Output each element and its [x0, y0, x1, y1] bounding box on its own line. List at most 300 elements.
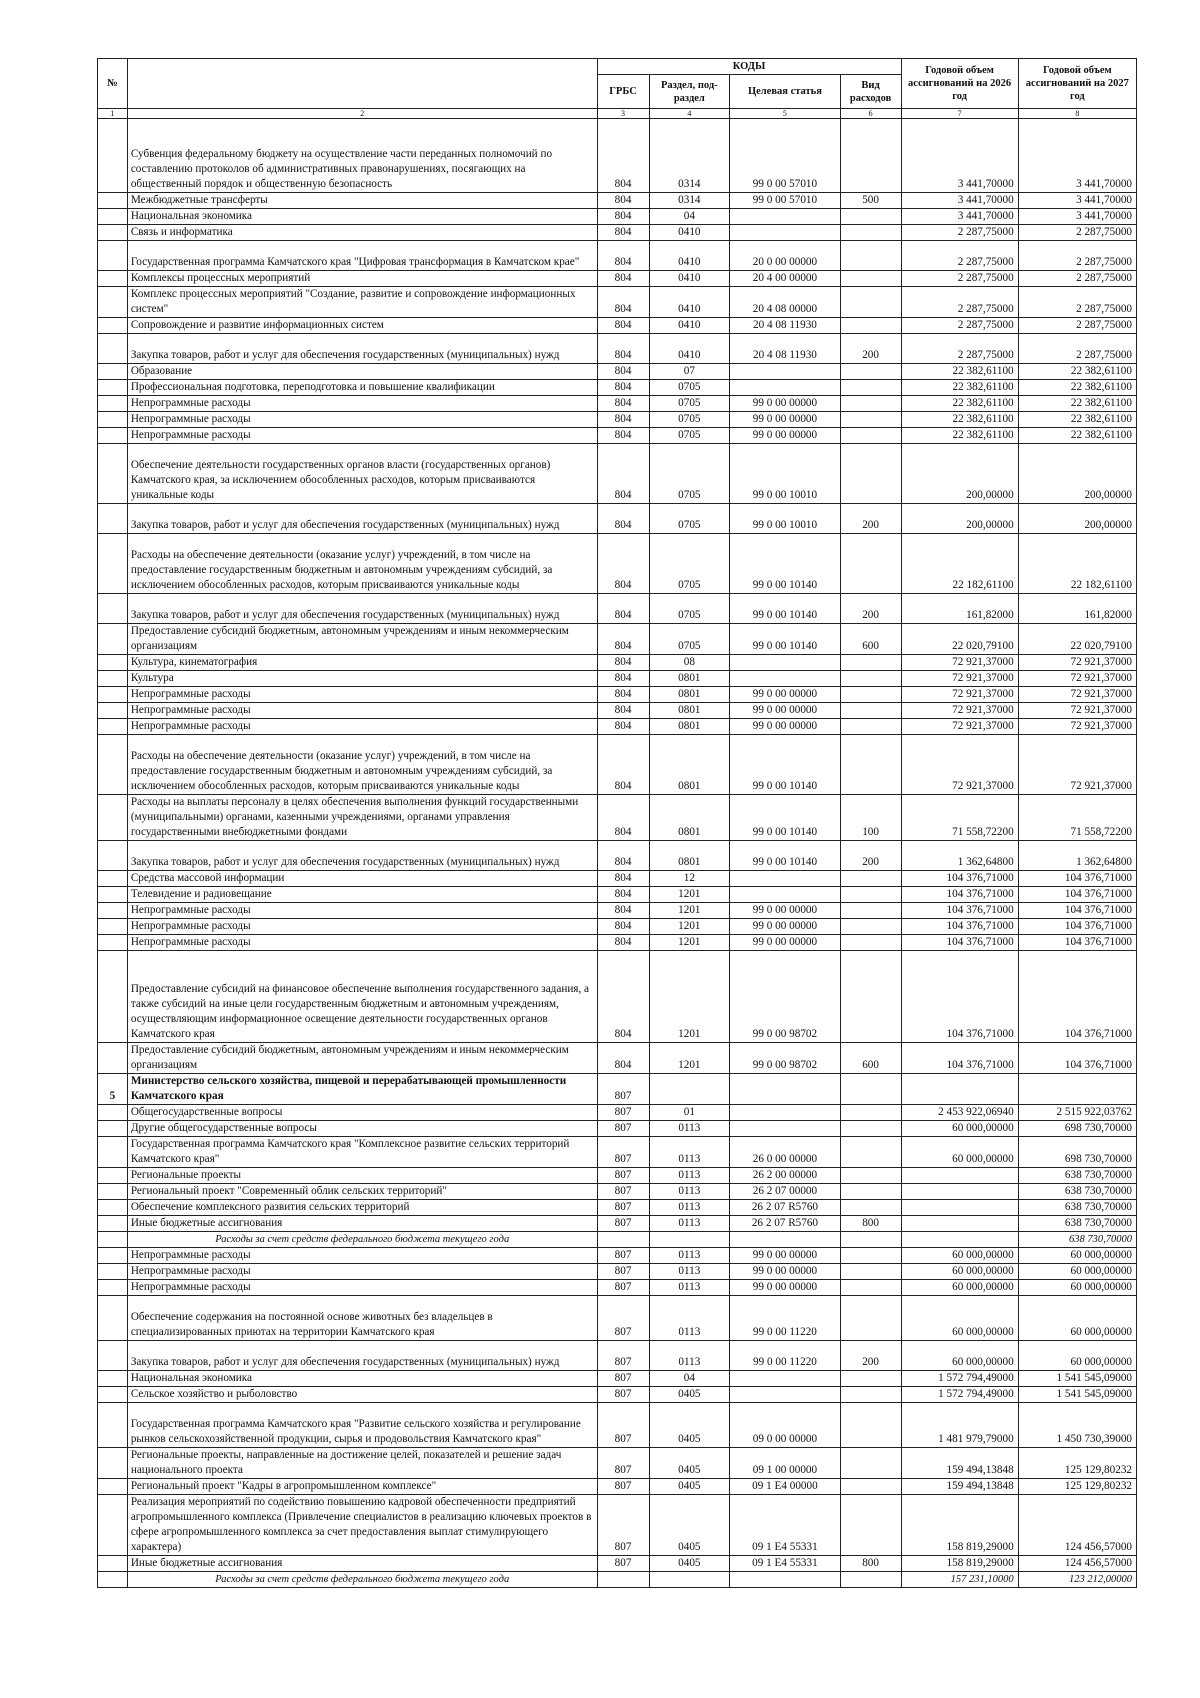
row-number: [98, 241, 128, 271]
row-grbs: 807: [597, 1264, 649, 1280]
row-number: [98, 334, 128, 364]
row-grbs: 804: [597, 719, 649, 735]
table-row: [98, 1371, 1137, 1387]
row-grbs: 804: [597, 119, 649, 193]
table-row: [98, 225, 1137, 241]
row-grbs: 807: [597, 1105, 649, 1121]
row-target: 99 0 00 98702: [730, 1043, 841, 1074]
row-exptype: [840, 1479, 901, 1495]
table-row: [98, 193, 1137, 209]
table-row: [98, 444, 1137, 504]
row-grbs: [597, 1232, 649, 1248]
row-number: [98, 225, 128, 241]
row-number: [98, 396, 128, 412]
row-exptype: [840, 1248, 901, 1264]
row-grbs: 807: [597, 1184, 649, 1200]
row-amount-2027: 60 000,00000: [1018, 1280, 1136, 1296]
table-row: [98, 1121, 1137, 1137]
row-exptype: [840, 287, 901, 318]
row-target: 99 0 00 00000: [730, 412, 841, 428]
row-exptype: [840, 1074, 901, 1105]
row-section: 0113: [649, 1121, 730, 1137]
row-exptype: [840, 1296, 901, 1341]
header-exptype: Вид расходов: [840, 75, 901, 109]
row-target: 09 1 E4 00000: [730, 1479, 841, 1495]
row-amount-2026: 60 000,00000: [901, 1296, 1018, 1341]
row-name: Иные бюджетные ассигнования: [127, 1216, 597, 1232]
row-number: [98, 1572, 128, 1588]
row-amount-2026: 200,00000: [901, 444, 1018, 504]
table-row: [98, 951, 1137, 1043]
row-number: [98, 504, 128, 534]
row-target: 20 4 08 00000: [730, 287, 841, 318]
row-grbs: 804: [597, 193, 649, 209]
table-row: [98, 380, 1137, 396]
row-number: [98, 1371, 128, 1387]
row-amount-2027: 22 382,61100: [1018, 380, 1136, 396]
row-amount-2027: 72 921,37000: [1018, 719, 1136, 735]
row-name: Государственная программа Камчатского края "Развитие сельского хозяйства и регулирование рынков сельскохозяйственной продукции, сырья и продовольствия Камчатского края": [127, 1403, 597, 1448]
row-section: 1201: [649, 1043, 730, 1074]
row-number: [98, 444, 128, 504]
row-number: [98, 193, 128, 209]
table-row: [98, 594, 1137, 624]
row-amount-2026: 72 921,37000: [901, 687, 1018, 703]
row-amount-2027: 200,00000: [1018, 444, 1136, 504]
row-name: Государственная программа Камчатского края "Цифровая трансформация в Камчатском крае": [127, 241, 597, 271]
row-exptype: 200: [840, 1341, 901, 1371]
row-target: 99 0 00 00000: [730, 428, 841, 444]
row-section: 0113: [649, 1168, 730, 1184]
row-grbs: 804: [597, 412, 649, 428]
row-exptype: [840, 903, 901, 919]
header-codes: КОДЫ: [597, 59, 901, 75]
row-amount-2027: 200,00000: [1018, 504, 1136, 534]
row-exptype: [840, 1371, 901, 1387]
row-section: 0410: [649, 318, 730, 334]
budget-table-page: [97, 58, 1137, 1588]
row-number: [98, 1264, 128, 1280]
row-number: [98, 935, 128, 951]
row-amount-2026: 159 494,13848: [901, 1479, 1018, 1495]
row-section: 0405: [649, 1448, 730, 1479]
row-number: [98, 671, 128, 687]
row-name: Закупка товаров, работ и услуг для обеспечения государственных (муниципальных) нужд: [127, 594, 597, 624]
row-exptype: [840, 241, 901, 271]
row-grbs: 804: [597, 624, 649, 655]
row-name: Обеспечение комплексного развития сельских территорий: [127, 1200, 597, 1216]
row-grbs: 804: [597, 364, 649, 380]
row-grbs: 804: [597, 428, 649, 444]
row-target: 99 0 00 10140: [730, 735, 841, 795]
colnum: 7: [901, 109, 1018, 119]
row-amount-2026: 22 382,61100: [901, 412, 1018, 428]
row-section: 0801: [649, 735, 730, 795]
row-amount-2026: [901, 1168, 1018, 1184]
row-exptype: [840, 935, 901, 951]
table-row: [98, 1200, 1137, 1216]
row-amount-2026: 2 453 922,06940: [901, 1105, 1018, 1121]
row-target: 26 2 07 R5760: [730, 1200, 841, 1216]
row-amount-2026: 2 287,75000: [901, 318, 1018, 334]
row-grbs: 804: [597, 935, 649, 951]
row-name: Закупка товаров, работ и услуг для обеспечения государственных (муниципальных) нужд: [127, 334, 597, 364]
row-exptype: [840, 271, 901, 287]
row-exptype: [840, 671, 901, 687]
header-2026: Годовой объем ассигнований на 2026 год: [901, 59, 1018, 109]
row-amount-2027: 104 376,71000: [1018, 935, 1136, 951]
row-target: [730, 1121, 841, 1137]
row-number: [98, 1403, 128, 1448]
row-section: 0113: [649, 1248, 730, 1264]
row-amount-2026: 2 287,75000: [901, 287, 1018, 318]
table-row: [98, 795, 1137, 841]
row-amount-2027: 22 182,61100: [1018, 534, 1136, 594]
row-section: 0405: [649, 1495, 730, 1556]
row-grbs: 804: [597, 594, 649, 624]
row-amount-2026: 159 494,13848: [901, 1448, 1018, 1479]
row-target: [730, 1387, 841, 1403]
row-target: 20 4 08 11930: [730, 318, 841, 334]
row-name: Непрограммные расходы: [127, 687, 597, 703]
row-target: [730, 871, 841, 887]
row-target: [730, 364, 841, 380]
table-row: [98, 735, 1137, 795]
row-amount-2026: [901, 1200, 1018, 1216]
table-row: [98, 1216, 1137, 1232]
row-section: 0705: [649, 412, 730, 428]
row-target: [730, 1105, 841, 1121]
row-target: [730, 1232, 841, 1248]
row-name: Непрограммные расходы: [127, 428, 597, 444]
row-section: 0410: [649, 271, 730, 287]
row-exptype: [840, 1280, 901, 1296]
row-number: [98, 271, 128, 287]
row-amount-2027: 2 287,75000: [1018, 225, 1136, 241]
row-name: Связь и информатика: [127, 225, 597, 241]
row-name: Расходы на обеспечение деятельности (оказание услуг) учреждений, в том числе на предоставление государственным бюджетным и автономным учреждениям субсидий, за исключением обособленных расходов, которым присваиваются уникальные коды: [127, 735, 597, 795]
row-section: 0705: [649, 444, 730, 504]
row-number: [98, 1296, 128, 1341]
table-row: [98, 1137, 1137, 1168]
row-section: 0113: [649, 1280, 730, 1296]
column-number-row: [98, 109, 1137, 119]
row-number: [98, 1232, 128, 1248]
row-amount-2027: 60 000,00000: [1018, 1341, 1136, 1371]
row-grbs: 807: [597, 1341, 649, 1371]
row-exptype: [840, 428, 901, 444]
row-number: [98, 1387, 128, 1403]
row-name: Непрограммные расходы: [127, 935, 597, 951]
row-target: 99 0 00 10140: [730, 841, 841, 871]
row-grbs: 807: [597, 1371, 649, 1387]
row-exptype: 600: [840, 1043, 901, 1074]
row-exptype: [840, 412, 901, 428]
row-amount-2027: 60 000,00000: [1018, 1248, 1136, 1264]
row-section: 0113: [649, 1296, 730, 1341]
row-name: Региональный проект "Современный облик сельских территорий": [127, 1184, 597, 1200]
colnum: 4: [649, 109, 730, 119]
row-number: [98, 1216, 128, 1232]
row-amount-2026: 3 441,70000: [901, 193, 1018, 209]
row-name: Непрограммные расходы: [127, 703, 597, 719]
row-number: [98, 887, 128, 903]
row-exptype: 200: [840, 504, 901, 534]
row-number: [98, 1043, 128, 1074]
row-section: 04: [649, 1371, 730, 1387]
row-grbs: 807: [597, 1296, 649, 1341]
row-target: [730, 887, 841, 903]
table-row: [98, 1168, 1137, 1184]
row-grbs: 804: [597, 735, 649, 795]
row-grbs: 804: [597, 396, 649, 412]
row-amount-2026: 200,00000: [901, 504, 1018, 534]
row-amount-2026: 104 376,71000: [901, 871, 1018, 887]
row-name: Культура, кинематография: [127, 655, 597, 671]
row-amount-2027: 3 441,70000: [1018, 209, 1136, 225]
row-name: Сопровождение и развитие информационных систем: [127, 318, 597, 334]
table-row: [98, 1495, 1137, 1556]
row-section: 0801: [649, 687, 730, 703]
header-section: Раздел, под-раздел: [649, 75, 730, 109]
row-section: [649, 1074, 730, 1105]
row-amount-2026: 2 287,75000: [901, 225, 1018, 241]
row-number: [98, 1248, 128, 1264]
table-row: [98, 624, 1137, 655]
row-section: 0405: [649, 1479, 730, 1495]
table-row: [98, 1248, 1137, 1264]
row-name: Закупка товаров, работ и услуг для обеспечения государственных (муниципальных) нужд: [127, 504, 597, 534]
row-target: 99 0 00 00000: [730, 687, 841, 703]
row-exptype: [840, 1168, 901, 1184]
row-section: [649, 1232, 730, 1248]
row-amount-2027: 1 362,64800: [1018, 841, 1136, 871]
row-name: Расходы на обеспечение деятельности (оказание услуг) учреждений, в том числе на предоставление государственным бюджетным и автономным учреждениям субсидий, за исключением обособленных расходов, которым присваиваются уникальные коды: [127, 534, 597, 594]
row-exptype: [840, 1121, 901, 1137]
table-row: [98, 671, 1137, 687]
row-grbs: 807: [597, 1387, 649, 1403]
table-row: [98, 887, 1137, 903]
row-section: 0801: [649, 719, 730, 735]
row-target: 99 0 00 00000: [730, 919, 841, 935]
table-row: [98, 1341, 1137, 1371]
table-row: [98, 209, 1137, 225]
row-exptype: 800: [840, 1556, 901, 1572]
row-amount-2026: 60 000,00000: [901, 1264, 1018, 1280]
row-grbs: 804: [597, 841, 649, 871]
row-exptype: [840, 1105, 901, 1121]
row-number: [98, 903, 128, 919]
row-section: 1201: [649, 887, 730, 903]
row-amount-2027: 2 515 922,03762: [1018, 1105, 1136, 1121]
row-section: 1201: [649, 903, 730, 919]
row-grbs: 807: [597, 1280, 649, 1296]
row-target: 26 0 00 00000: [730, 1137, 841, 1168]
row-number: [98, 1137, 128, 1168]
row-amount-2026: 104 376,71000: [901, 1043, 1018, 1074]
row-number: [98, 1184, 128, 1200]
row-section: 0410: [649, 225, 730, 241]
row-name: Комплексы процессных мероприятий: [127, 271, 597, 287]
row-target: 99 0 00 10140: [730, 594, 841, 624]
row-target: 99 0 00 10140: [730, 795, 841, 841]
table-row: [98, 1387, 1137, 1403]
row-amount-2026: 104 376,71000: [901, 903, 1018, 919]
row-amount-2027: 71 558,72200: [1018, 795, 1136, 841]
row-section: 07: [649, 364, 730, 380]
row-amount-2027: 60 000,00000: [1018, 1296, 1136, 1341]
row-amount-2026: 104 376,71000: [901, 951, 1018, 1043]
table-row: [98, 1556, 1137, 1572]
row-target: [730, 655, 841, 671]
row-exptype: [840, 1137, 901, 1168]
table-row: [98, 1296, 1137, 1341]
row-section: 0801: [649, 795, 730, 841]
row-number: [98, 1341, 128, 1371]
row-name: Образование: [127, 364, 597, 380]
row-amount-2026: 60 000,00000: [901, 1280, 1018, 1296]
row-name: Профессиональная подготовка, переподготовка и повышение квалификации: [127, 380, 597, 396]
row-grbs: 804: [597, 703, 649, 719]
row-target: [730, 225, 841, 241]
row-section: 0801: [649, 703, 730, 719]
row-grbs: 804: [597, 919, 649, 935]
row-number: [98, 735, 128, 795]
row-number: [98, 1200, 128, 1216]
row-amount-2026: 1 362,64800: [901, 841, 1018, 871]
header-2027: Годовой объем ассигнований на 2027 год: [1018, 59, 1136, 109]
row-number: [98, 1479, 128, 1495]
row-amount-2027: 104 376,71000: [1018, 919, 1136, 935]
row-amount-2026: 158 819,29000: [901, 1495, 1018, 1556]
row-amount-2027: 22 382,61100: [1018, 364, 1136, 380]
row-section: 0113: [649, 1341, 730, 1371]
row-exptype: [840, 687, 901, 703]
row-name: Министерство сельского хозяйства, пищевой и перерабатывающей промышленности Камчатского края: [127, 1074, 597, 1105]
row-exptype: [840, 1403, 901, 1448]
row-amount-2027: 72 921,37000: [1018, 735, 1136, 795]
row-amount-2027: 104 376,71000: [1018, 951, 1136, 1043]
row-amount-2026: 72 921,37000: [901, 735, 1018, 795]
row-grbs: 804: [597, 225, 649, 241]
row-target: 99 0 00 00000: [730, 1264, 841, 1280]
row-grbs: 807: [597, 1200, 649, 1216]
row-exptype: [840, 396, 901, 412]
row-target: 99 0 00 00000: [730, 1280, 841, 1296]
row-amount-2026: 104 376,71000: [901, 887, 1018, 903]
budget-table: [97, 58, 1137, 1588]
row-amount-2026: 3 441,70000: [901, 209, 1018, 225]
row-name: Непрограммные расходы: [127, 412, 597, 428]
row-number: [98, 951, 128, 1043]
row-name: Обеспечение деятельности государственных органов власти (государственных органов) Камчатского края, за исключением обособленных расходов, которым присваиваются уникальные коды: [127, 444, 597, 504]
table-body: [98, 119, 1137, 1588]
table-row: [98, 1479, 1137, 1495]
row-amount-2026: 72 921,37000: [901, 703, 1018, 719]
row-name: Закупка товаров, работ и услуг для обеспечения государственных (муниципальных) нужд: [127, 1341, 597, 1371]
row-section: 1201: [649, 951, 730, 1043]
row-grbs: 807: [597, 1495, 649, 1556]
row-exptype: [840, 951, 901, 1043]
table-row: [98, 1403, 1137, 1448]
row-name: Предоставление субсидий бюджетным, автономным учреждениям и иным некоммерческим организациям: [127, 1043, 597, 1074]
table-row: [98, 919, 1137, 935]
row-exptype: [840, 119, 901, 193]
row-name: Обеспечение содержания на постоянной основе животных без владельцев в специализированных приютах на территории Камчатского края: [127, 1296, 597, 1341]
row-exptype: [840, 1184, 901, 1200]
row-number: [98, 364, 128, 380]
row-target: [730, 1074, 841, 1105]
row-amount-2026: 1 572 794,49000: [901, 1371, 1018, 1387]
colnum: 6: [840, 109, 901, 119]
row-section: 0405: [649, 1556, 730, 1572]
row-section: 0705: [649, 428, 730, 444]
row-section: 01: [649, 1105, 730, 1121]
row-name: Закупка товаров, работ и услуг для обеспечения государственных (муниципальных) нужд: [127, 841, 597, 871]
row-amount-2026: 60 000,00000: [901, 1341, 1018, 1371]
row-amount-2027: 2 287,75000: [1018, 334, 1136, 364]
row-target: 99 0 00 98702: [730, 951, 841, 1043]
row-amount-2027: 72 921,37000: [1018, 655, 1136, 671]
row-amount-2026: 2 287,75000: [901, 334, 1018, 364]
header-row-top: [98, 59, 1137, 75]
colnum: 3: [597, 109, 649, 119]
row-amount-2026: 72 921,37000: [901, 655, 1018, 671]
row-section: 1201: [649, 919, 730, 935]
row-amount-2027: 3 441,70000: [1018, 193, 1136, 209]
row-number: [98, 534, 128, 594]
row-amount-2026: 22 382,61100: [901, 428, 1018, 444]
table-row: [98, 871, 1137, 887]
row-amount-2026: [901, 1232, 1018, 1248]
colnum: 1: [98, 109, 128, 119]
row-target: 26 2 07 00000: [730, 1184, 841, 1200]
row-target: 99 0 00 57010: [730, 119, 841, 193]
row-section: 0405: [649, 1387, 730, 1403]
row-grbs: 807: [597, 1137, 649, 1168]
row-target: 99 0 00 10140: [730, 624, 841, 655]
row-number: [98, 428, 128, 444]
row-grbs: 804: [597, 687, 649, 703]
row-grbs: 807: [597, 1248, 649, 1264]
table-row: [98, 534, 1137, 594]
row-exptype: [840, 1264, 901, 1280]
row-grbs: 804: [597, 444, 649, 504]
row-exptype: [840, 919, 901, 935]
row-name: Национальная экономика: [127, 209, 597, 225]
table-row: [98, 271, 1137, 287]
row-grbs: 804: [597, 318, 649, 334]
row-target: 99 0 00 11220: [730, 1296, 841, 1341]
row-number: [98, 1168, 128, 1184]
row-number: [98, 703, 128, 719]
row-exptype: [840, 380, 901, 396]
row-section: 0705: [649, 396, 730, 412]
row-amount-2027: 161,82000: [1018, 594, 1136, 624]
row-target: 99 0 00 00000: [730, 903, 841, 919]
row-grbs: 807: [597, 1216, 649, 1232]
row-amount-2027: 104 376,71000: [1018, 887, 1136, 903]
row-amount-2026: 60 000,00000: [901, 1248, 1018, 1264]
row-exptype: 200: [840, 841, 901, 871]
table-row: [98, 1043, 1137, 1074]
row-name: Непрограммные расходы: [127, 1248, 597, 1264]
row-name: Непрограммные расходы: [127, 903, 597, 919]
row-exptype: [840, 318, 901, 334]
row-number: [98, 919, 128, 935]
row-name: Расходы за счет средств федерального бюджета текущего года: [127, 1232, 597, 1248]
row-grbs: 807: [597, 1074, 649, 1105]
